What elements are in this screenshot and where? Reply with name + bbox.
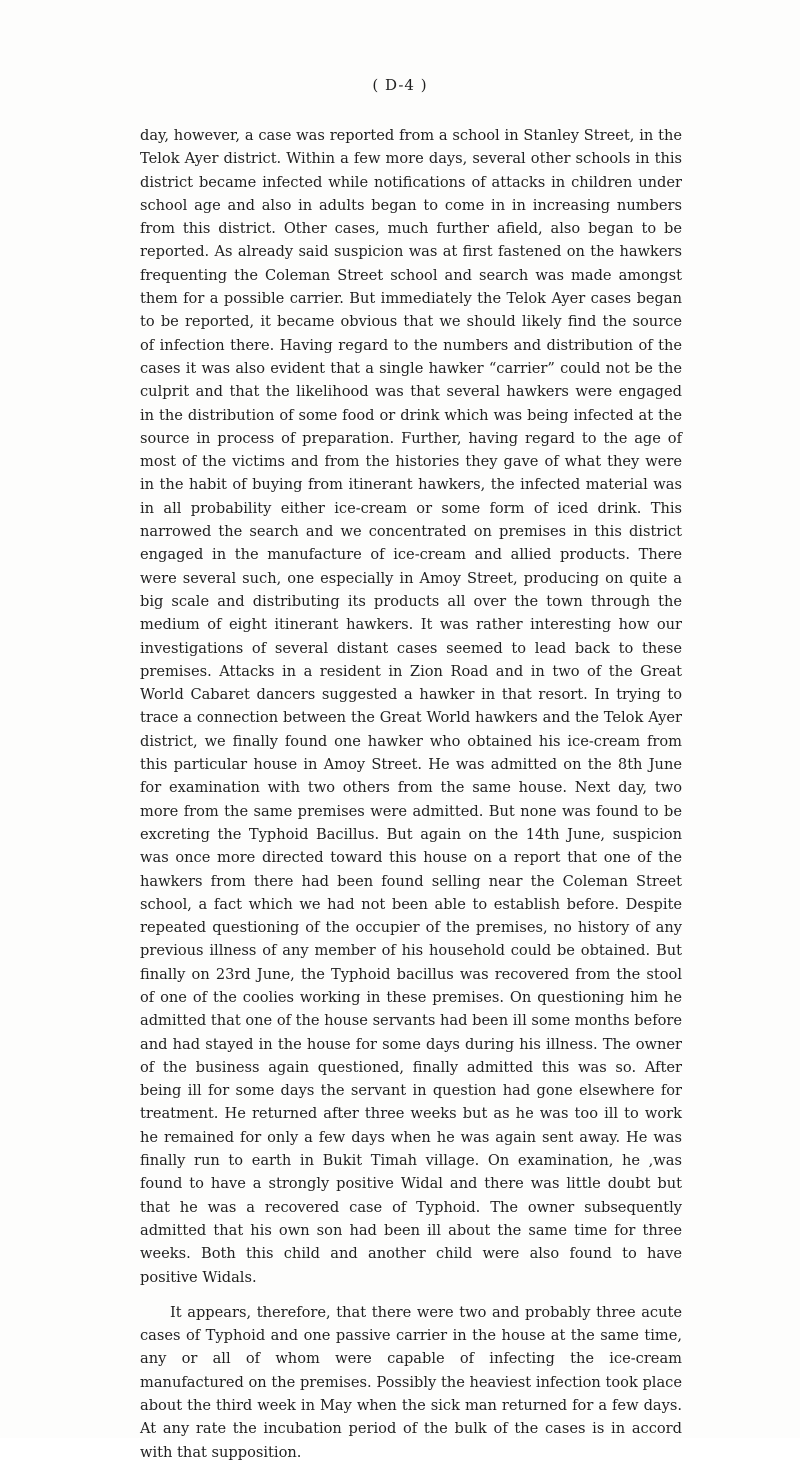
paragraph-2: It appears, therefore, that there were two and probably three acute cases of Typhoid and one passive carrier in the house at the same time, any or all of whom were capable of infecting the ice-cream manufactured on the premises. Possibly the heaviest infection took place about the third week in May when the sick man returned for a few days. At any rate the incubation period of the bulk of the cases is in accord with that supposition. (140, 1303, 682, 1461)
paragraph-1: day, however, a case was reported from a school in Stanley Street, in the Telok Ayer district. Within a few more days, several other schools in this district became infected while notifications of attacks in children under school age and also in adults began to come in in increasing numbers from this district. Other cases, much further afield, also began to be reported. As already said suspicion was at first fastened on the hawkers frequenting the Coleman Street school and search was made amongst them for a possible carrier. But immediately the Telok Ayer cases began to be reported, it became obvious that we should likely find the source of infection there. Having regard to the numbers and distribution of the cases it was also evident that a single hawker “carrier” could not be the culprit and that the likelihood was that several hawkers were engaged in the distribution of some food or drink which was being infected at the source in process of preparation. Further, having regard to the age of most of the victims and from the histories they gave of what they were in the habit of buying from itinerant hawkers, the infected material was in all probability either ice-cream or some form of iced drink. This narrowed the search and we concentrated on premises in this district engaged in the manufacture of ice-cream and allied products. There were several such, one especially in Amoy Street, producing on quite a big scale and distributing its products all over the town through the medium of eight itinerant hawkers. It was rather interesting how our investigations of several distant cases seemed to lead back to these premises. Attacks in a resident in Zion Road and in two of the Great World Cabaret dancers suggested a hawker in that resort. In trying to trace a connection between the Great World hawkers and the Telok Ayer district, we finally found one hawker who obtained his ice-cream from this particular house in Amoy Street. He was admitted on the 8th June for examination with two others from the same house. Next day, two more from the same premises were admitted. But none was found to be excreting the Typhoid Bacillus. But again on the 14th June, suspicion was once more directed toward this house on a report that one of the hawkers from there had been found selling near the Coleman Street school, a fact which we had not been able to establish before. Despite repeated questioning of the occupier of the premises, no history of any previous illness of any member of his household could be obtained. But finally on 23rd June, the Typhoid bacillus was recovered from the stool of one of the coolies working in these premises. On questioning him he admitted that one of the house servants had been ill some months before and had stayed in the house for some days during his illness. The owner of the business again questioned, finally admitted this was so. After being ill for some days the servant in question had gone elsewhere for treatment. He returned after three weeks but as he was too ill to work he remained for only a few days when he was again sent away. He was finally run to earth in Bukit Timah village. On examination, he ,was found to have a strongly positive Widal and there was little doubt but that he was a recovered case of Typhoid. The owner subsequently admitted that his own son had been ill about the same time for three weeks. Both this child and another child were also found to have positive Widals. (140, 127, 682, 1286)
page-number-header: ( D-4 ) (372, 76, 428, 94)
body-text (140, 124, 682, 1464)
